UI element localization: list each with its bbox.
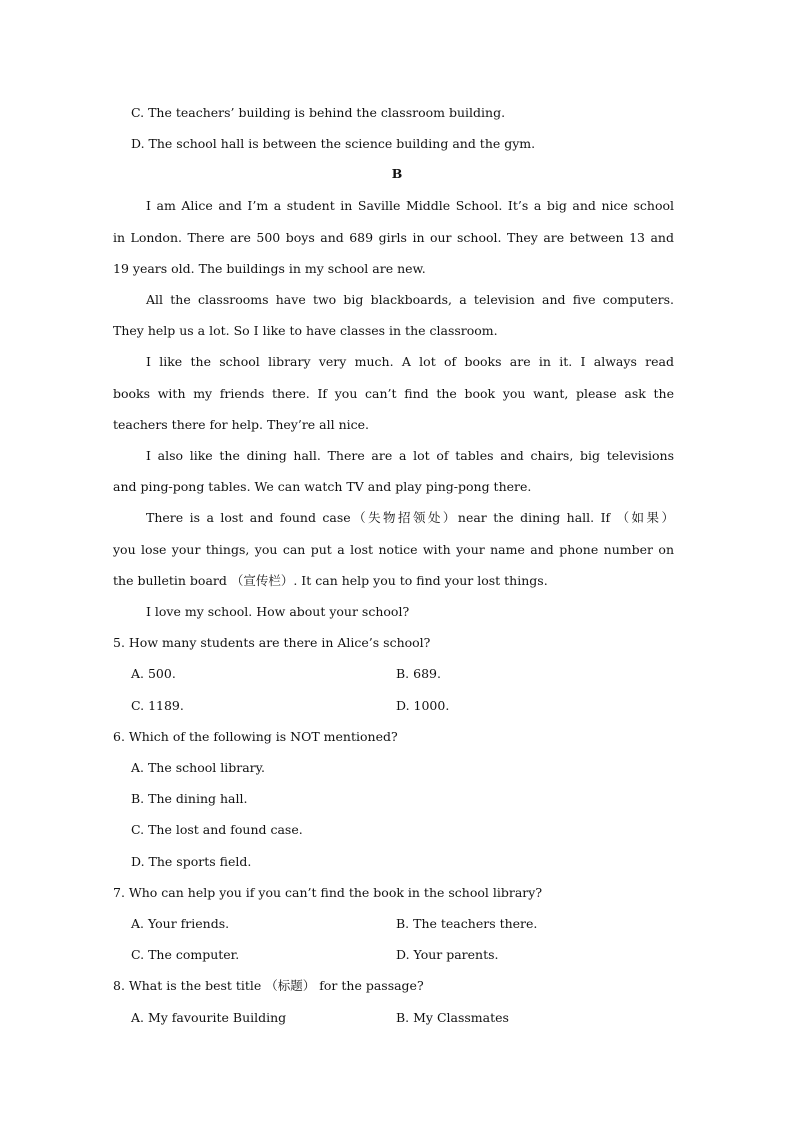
passage-line: I am Alice and I’m a student in Saville Middle School. It’s a big and nice school xyxy=(146,198,674,213)
option-b: B. 689. xyxy=(396,666,441,681)
question-stem: 6. Which of the following is NOT mentioned? xyxy=(113,729,398,744)
option-a: A. 500. xyxy=(131,666,176,681)
section-title: B xyxy=(391,166,403,181)
option-a: A. Your friends. xyxy=(131,916,230,931)
passage-line: the bulletin board （宣传栏）. It can help you to find your lost things. xyxy=(113,573,548,588)
option-b: B. The teachers there. xyxy=(396,916,538,931)
option-d: D. The school hall is between the science building and the gym. xyxy=(131,136,536,151)
option-d: D. Your parents. xyxy=(396,947,499,962)
option-c: C. The teachers’ building is behind the classroom building. xyxy=(131,105,506,120)
passage-line: books with my friends there. If you can’t find the book you want, please ask the xyxy=(113,386,674,401)
question-stem: 7. Who can help you if you can’t find the book in the school library? xyxy=(113,885,543,900)
question-stem: 5. How many students are there in Alice’s school? xyxy=(113,635,431,650)
passage-line: and ping-pong tables. We can watch TV and play ping-pong there. xyxy=(113,479,532,494)
option-c: C. The computer. xyxy=(131,947,240,962)
passage-line: All the classrooms have two big blackboards, a television and five computers. xyxy=(146,292,674,307)
passage-line: They help us a lot. So I like to have classes in the classroom. xyxy=(113,323,498,338)
passage-line: in London. There are 500 boys and 689 girls in our school. They are between 13 and xyxy=(113,230,674,245)
passage-line: teachers there for help. They’re all nice. xyxy=(113,417,370,432)
option-a: A. My favourite Building xyxy=(131,1010,287,1025)
passage-line: There is a lost and found case（失物招领处）near the dining hall. If （如果） xyxy=(146,510,674,525)
passage-line: 19 years old. The buildings in my school are new. xyxy=(113,261,426,276)
option-c: C. The lost and found case. xyxy=(131,822,303,837)
question-stem: 8. What is the best title （标题） for the passage? xyxy=(113,978,424,993)
option-a: A. The school library. xyxy=(131,760,265,775)
option-b: B. The dining hall. xyxy=(131,791,248,806)
option-c: C. 1189. xyxy=(131,698,184,713)
option-d: D. 1000. xyxy=(396,698,450,713)
passage-line: you lose your things, you can put a lost notice with your name and phone number on xyxy=(113,542,674,557)
passage-line: I like the school library very much. A lot of books are in it. I always read xyxy=(146,354,674,369)
passage-line: I also like the dining hall. There are a lot of tables and chairs, big televisions xyxy=(146,448,674,463)
passage-line: I love my school. How about your school? xyxy=(146,604,410,619)
option-d: D. The sports field. xyxy=(131,854,252,869)
option-b: B. My Classmates xyxy=(396,1010,509,1025)
